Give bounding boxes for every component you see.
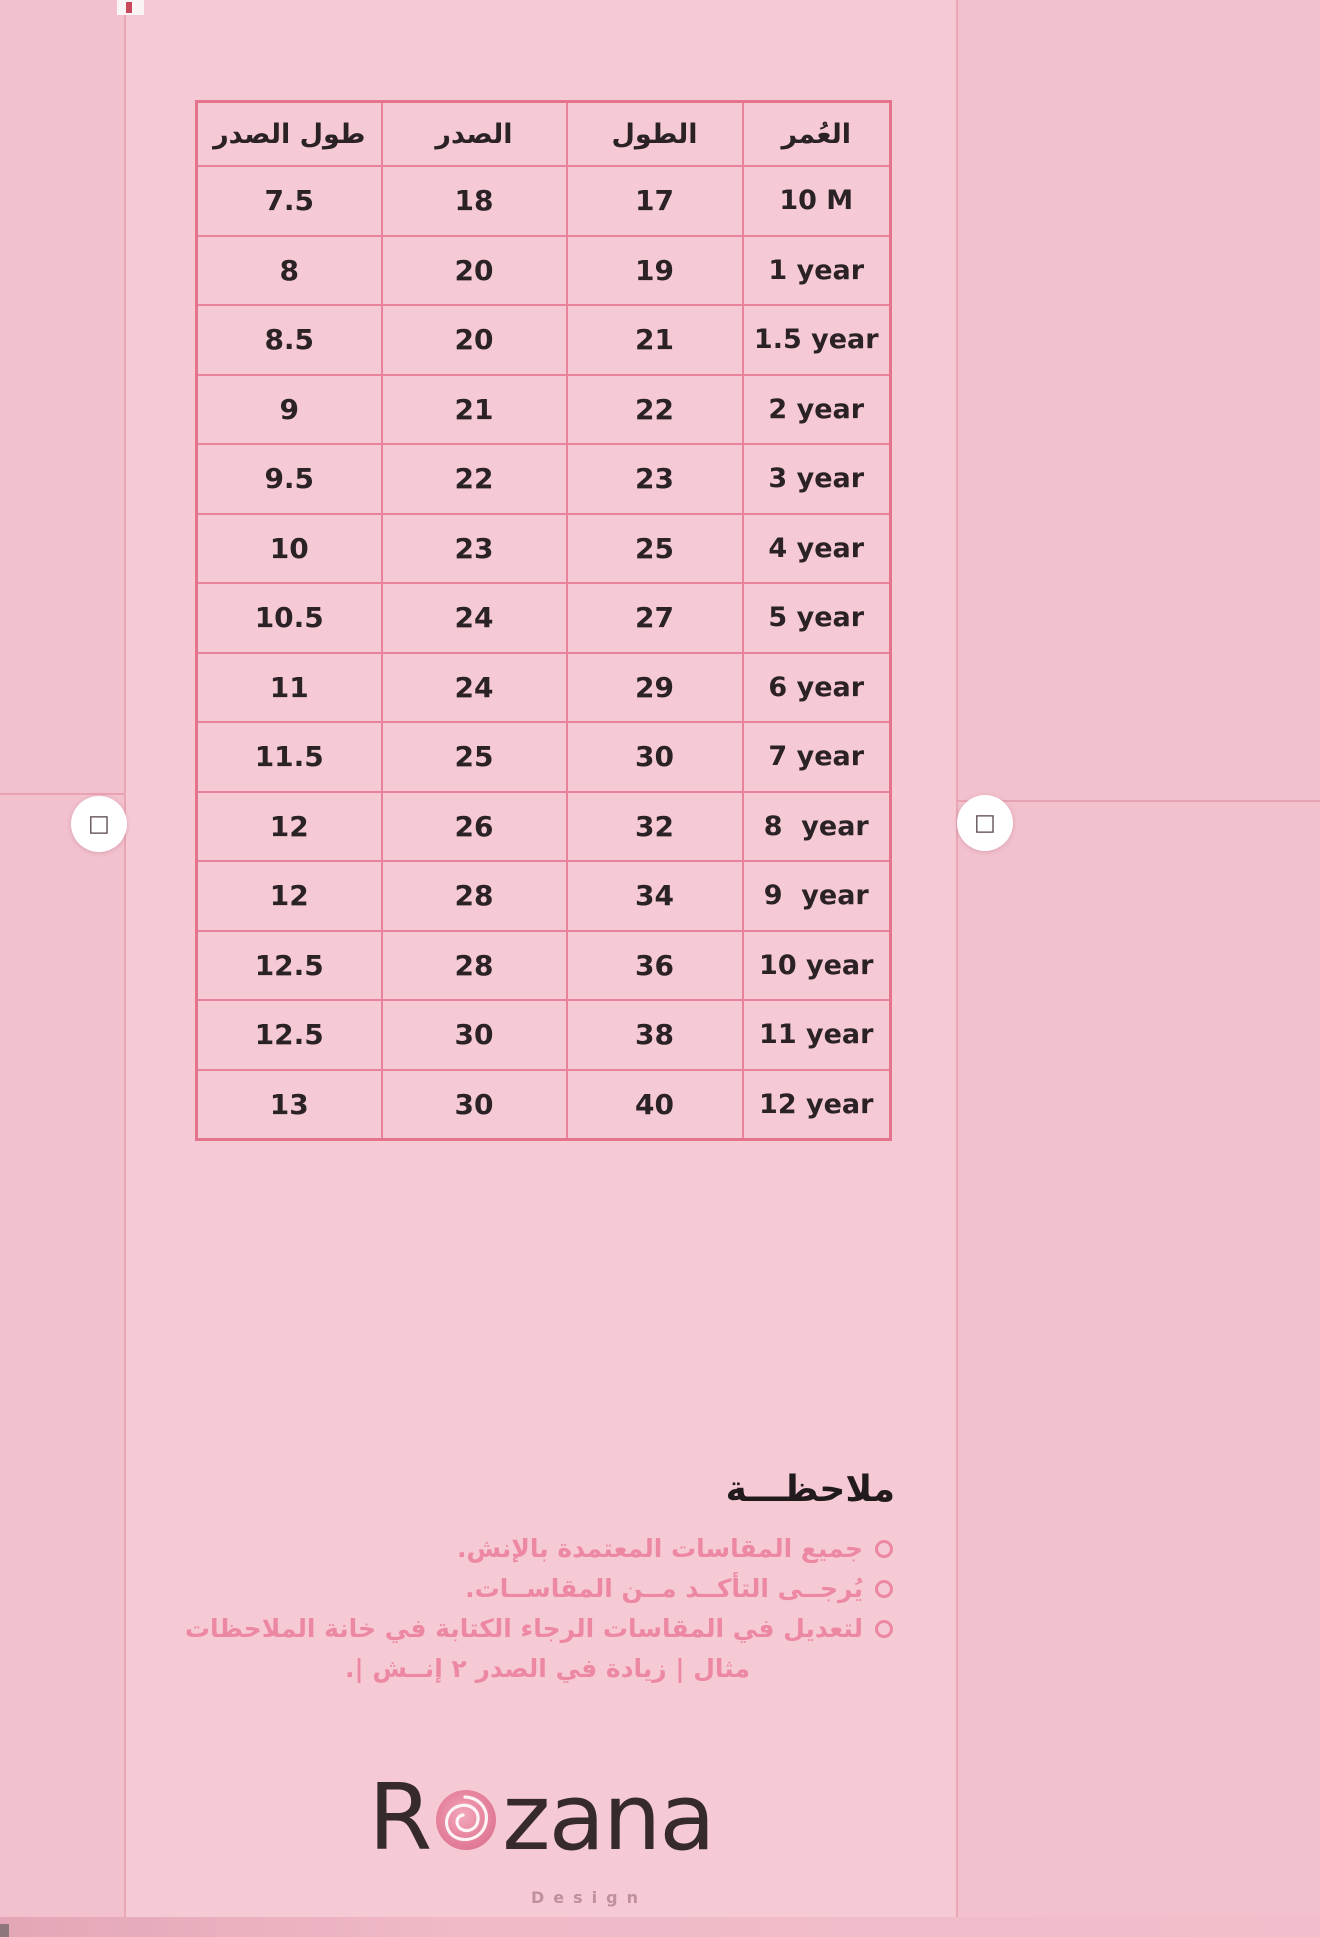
cell-length: 29 [567, 653, 743, 723]
table-row [197, 375, 891, 445]
red-mark [126, 2, 132, 13]
cell-length: 23 [567, 444, 743, 514]
cell-age: 1.5 year [743, 305, 891, 375]
bullet-circle-icon [875, 1620, 893, 1638]
cell-chest_length: 10.5 [197, 583, 382, 653]
table-row [197, 1000, 891, 1070]
cell-chest_length: 11 [197, 653, 382, 723]
cell-age: 8 year [743, 792, 891, 862]
table-row [197, 305, 891, 375]
cell-chest: 24 [382, 653, 567, 723]
note-item [185, 1614, 893, 1643]
bottom-band [0, 1917, 1320, 1937]
cell-chest: 21 [382, 375, 567, 445]
cell-chest: 25 [382, 722, 567, 792]
table-row [197, 931, 891, 1001]
cell-chest: 23 [382, 514, 567, 584]
cell-age: 7 year [743, 722, 891, 792]
table-row [197, 1070, 891, 1140]
cell-chest: 18 [382, 166, 567, 236]
note-text: يُرجــى التأكــد مــن المقاســات. [465, 1574, 863, 1603]
note-item [185, 1534, 893, 1563]
cell-chest: 20 [382, 305, 567, 375]
cell-chest: 24 [382, 583, 567, 653]
bottom-left-corner-mark [0, 1924, 9, 1937]
note-item [185, 1574, 893, 1603]
notes-block [185, 1534, 893, 1683]
logo-word-start: R [368, 1764, 431, 1871]
cell-chest_length: 7.5 [197, 166, 382, 236]
cell-chest_length: 12.5 [197, 931, 382, 1001]
table-row [197, 861, 891, 931]
rose-icon [435, 1789, 497, 1851]
cell-chest_length: 9.5 [197, 444, 382, 514]
right-nav-circle[interactable] [957, 795, 1013, 851]
cell-length: 27 [567, 583, 743, 653]
table-row [197, 166, 891, 236]
column-header-age: العُمر [743, 102, 891, 167]
cell-length: 17 [567, 166, 743, 236]
table-row [197, 514, 891, 584]
cell-chest: 30 [382, 1070, 567, 1140]
cell-age: 11 year [743, 1000, 891, 1070]
cell-length: 36 [567, 931, 743, 1001]
column-header-length: الطول [567, 102, 743, 167]
cell-chest_length: 8.5 [197, 305, 382, 375]
cell-age: 2 year [743, 375, 891, 445]
cell-length: 34 [567, 861, 743, 931]
placeholder-box-icon: □ [88, 810, 110, 837]
bullet-circle-icon [875, 1580, 893, 1598]
brand-logo [125, 1764, 957, 1871]
cell-chest_length: 11.5 [197, 722, 382, 792]
cell-chest_length: 9 [197, 375, 382, 445]
right-horizontal-line [958, 800, 1320, 802]
cell-age: 9 year [743, 861, 891, 931]
cell-age: 4 year [743, 514, 891, 584]
left-nav-circle[interactable] [71, 796, 127, 852]
cell-chest: 22 [382, 444, 567, 514]
cell-age: 3 year [743, 444, 891, 514]
note-text: لتعديل في المقاسات الرجاء الكتابة في خانة الملاحظات [184, 1614, 863, 1643]
cell-chest: 28 [382, 861, 567, 931]
cell-chest_length: 13 [197, 1070, 382, 1140]
table-row [197, 236, 891, 306]
cell-length: 19 [567, 236, 743, 306]
logo-subtitle: Design [531, 1888, 647, 1907]
cell-length: 40 [567, 1070, 743, 1140]
cell-chest_length: 12.5 [197, 1000, 382, 1070]
cell-chest: 30 [382, 1000, 567, 1070]
cell-chest_length: 8 [197, 236, 382, 306]
cell-chest: 28 [382, 931, 567, 1001]
cell-length: 38 [567, 1000, 743, 1070]
bullet-circle-icon [875, 1540, 893, 1558]
logo-word-end: zana [502, 1764, 714, 1871]
cell-length: 32 [567, 792, 743, 862]
note-example-line: مثال | زيادة في الصدر ٢ إنــش |. [345, 1654, 750, 1683]
left-horizontal-line [0, 793, 124, 795]
table-row [197, 653, 891, 723]
table-header-row [197, 102, 891, 167]
size-chart-table [195, 100, 892, 1141]
cell-age: 10 year [743, 931, 891, 1001]
cell-chest_length: 12 [197, 861, 382, 931]
notes-list [185, 1534, 893, 1643]
right-fold-line [956, 0, 958, 1937]
table-row [197, 444, 891, 514]
placeholder-box-icon: □ [974, 809, 996, 836]
notes-title: ملاحظـــة [725, 1469, 895, 1510]
cell-chest: 20 [382, 236, 567, 306]
cell-length: 30 [567, 722, 743, 792]
cell-age: 10 M [743, 166, 891, 236]
cell-length: 25 [567, 514, 743, 584]
cell-length: 22 [567, 375, 743, 445]
column-header-chest_length: طول الصدر [197, 102, 382, 167]
cell-length: 21 [567, 305, 743, 375]
cell-chest_length: 12 [197, 792, 382, 862]
table-row [197, 792, 891, 862]
cell-age: 6 year [743, 653, 891, 723]
table-row [197, 722, 891, 792]
table-row [197, 583, 891, 653]
cell-age: 1 year [743, 236, 891, 306]
cell-chest_length: 10 [197, 514, 382, 584]
column-header-chest: الصدر [382, 102, 567, 167]
note-text: جميع المقاسات المعتمدة بالإنش. [457, 1534, 863, 1563]
cell-age: 5 year [743, 583, 891, 653]
cell-chest: 26 [382, 792, 567, 862]
cell-age: 12 year [743, 1070, 891, 1140]
top-left-corner-chip [117, 0, 144, 15]
left-fold-line [124, 0, 126, 1937]
